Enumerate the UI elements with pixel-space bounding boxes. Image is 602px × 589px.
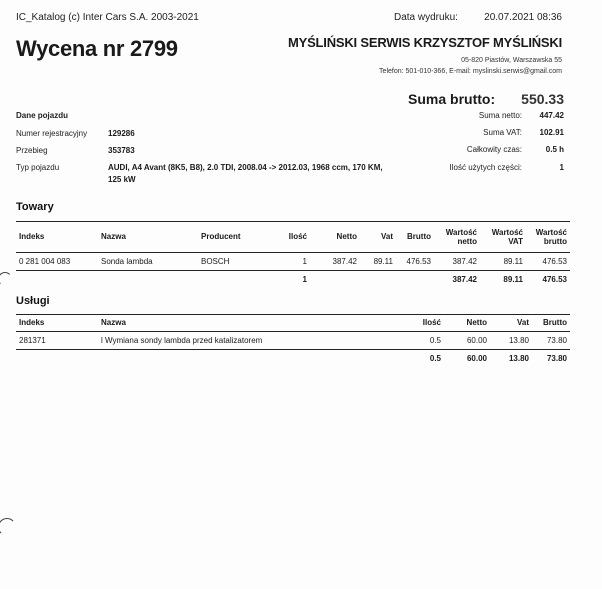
col-gross-value-line2: brutto <box>543 236 567 246</box>
row-producer: BOSCH <box>201 256 230 266</box>
row-vat: 89.11 <box>373 256 393 266</box>
goods-header-row <box>16 222 570 252</box>
parts-count-value: 1 <box>559 163 564 172</box>
col-vat: Vat <box>380 232 393 242</box>
row-gross-value: 476.53 <box>542 256 567 266</box>
svc-total-qty: 0.5 <box>429 353 441 363</box>
svc-total-net: 60.00 <box>466 353 487 363</box>
svc-col-qty: Ilość <box>422 318 441 328</box>
total-net-value: 387.42 <box>452 274 477 284</box>
goods-table <box>16 222 570 288</box>
net-sum-label: Suma netto: <box>478 111 522 120</box>
col-index: Indeks <box>19 232 45 242</box>
services-section-title: Usługi <box>16 295 50 307</box>
services-header-row <box>16 315 570 331</box>
vehicle-type-line2: 125 kW <box>108 175 136 184</box>
svc-col-name: Nazwa <box>101 318 126 328</box>
svc-row-gross: 73.80 <box>546 335 567 345</box>
print-date: 20.07.2021 08:36 <box>484 12 562 23</box>
company-address: 05-820 Piastów, Warszawska 55 <box>461 57 562 64</box>
col-gross-value <box>526 222 570 252</box>
table-row <box>16 331 570 349</box>
row-name: Sonda lambda <box>101 256 153 266</box>
total-gross-value: 476.53 <box>542 274 567 284</box>
svc-row-index: 281371 <box>19 335 46 345</box>
svc-col-index: Indeks <box>19 318 45 328</box>
scan-curl-mark <box>0 272 12 286</box>
services-table <box>16 315 570 367</box>
svc-row-vat: 13.80 <box>508 335 529 345</box>
net-sum-value: 447.42 <box>539 111 564 120</box>
col-name: Nazwa <box>101 232 126 242</box>
total-vat-value: 89.11 <box>503 274 523 284</box>
parts-count-label: Ilość użytych części: <box>449 163 522 172</box>
page-title: Wycena nr 2799 <box>16 36 178 61</box>
svc-total-vat: 13.80 <box>508 353 529 363</box>
print-date-label: Data wydruku: <box>394 12 458 23</box>
svc-col-net: Netto <box>466 318 487 328</box>
total-time-value: 0.5 h <box>545 145 564 154</box>
vehicle-type-label: Typ pojazdu <box>16 163 60 172</box>
col-vat-value-line1: Wartość <box>491 227 523 237</box>
col-net-value-line1: Wartość <box>445 227 477 237</box>
row-vat-value: 89.11 <box>503 256 523 266</box>
mileage-label: Przebieg <box>16 146 48 155</box>
vehicle-heading: Dane pojazdu <box>16 111 69 120</box>
col-qty: Ilość <box>288 232 307 242</box>
row-qty: 1 <box>302 256 307 266</box>
goods-total-row <box>16 270 570 288</box>
table-row <box>16 252 570 270</box>
col-producer: Producent <box>201 232 241 242</box>
vat-sum-value: 102.91 <box>539 128 564 137</box>
goods-section-title: Towary <box>16 201 54 213</box>
scan-curl-mark <box>0 518 16 536</box>
col-net: Netto <box>336 232 357 242</box>
col-vat-value-line2: VAT <box>508 236 523 246</box>
svc-col-vat: Vat <box>516 318 529 328</box>
app-name: IC_Katalog (c) Inter Cars S.A. 2003-2021 <box>16 12 199 23</box>
row-net-value: 387.42 <box>452 256 477 266</box>
vehicle-type-line1: AUDI, A4 Avant (8K5, B8), 2.0 TDI, 2008.04 -> 2012.03, 1968 ccm, 170 KM, <box>108 163 383 172</box>
services-total-row <box>16 349 570 367</box>
row-net: 387.42 <box>332 256 357 266</box>
col-net-value <box>434 222 480 252</box>
svc-col-gross: Brutto <box>543 318 567 328</box>
mileage-value: 353783 <box>108 146 135 155</box>
svc-row-net: 60.00 <box>466 335 487 345</box>
company-name: MYŚLIŃSKI SERWIS KRZYSZTOF MYŚLIŃSKI <box>287 35 562 50</box>
row-index: 0 281 004 083 <box>19 256 71 266</box>
svc-row-name: l Wymiana sondy lambda przed katalizatorem <box>101 335 263 345</box>
company-contact: Telefon: 501-010-366, E-mail: myslinski.serwis@gmail.com <box>379 68 562 75</box>
col-gross-value-line1: Wartość <box>535 227 567 237</box>
svc-row-qty: 0.5 <box>429 335 441 345</box>
col-vat-value <box>480 222 526 252</box>
total-gross-label: Suma brutto: <box>408 91 496 107</box>
total-time-label: Całkowity czas: <box>466 145 522 154</box>
svc-total-gross: 73.80 <box>546 353 567 363</box>
col-net-value-line2: netto <box>457 236 477 246</box>
vat-sum-label: Suma VAT: <box>483 128 522 137</box>
col-gross: Brutto <box>407 232 431 242</box>
reg-number-value: 129286 <box>108 129 135 138</box>
total-qty: 1 <box>302 274 307 284</box>
row-gross: 476.53 <box>406 256 431 266</box>
total-gross-value: 550.33 <box>521 91 564 107</box>
reg-number-label: Numer rejestracyjny <box>16 129 88 138</box>
